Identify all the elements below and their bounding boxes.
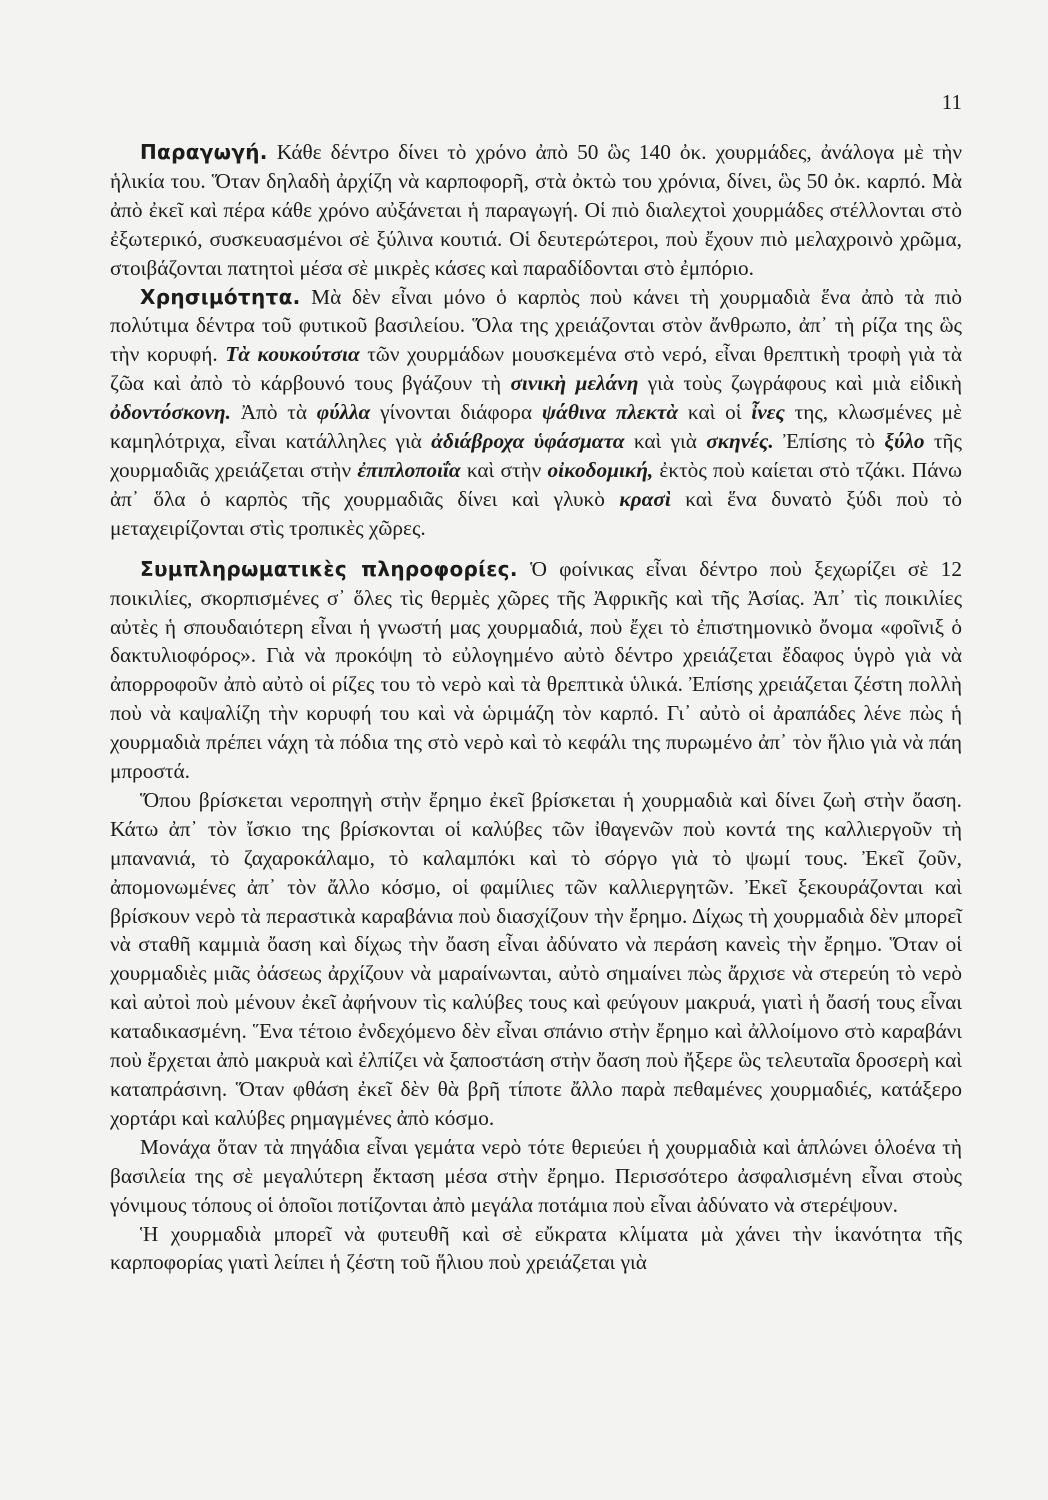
usefulness-text: καὶ οἱ: [678, 400, 752, 425]
term-wood: ξύλο: [884, 429, 925, 454]
usefulness-text: της, κλωσμένες μὲ καμηλότριχα, εἶναι κατάλληλες γιὰ: [110, 400, 962, 454]
usefulness-text: τῶν χουρμάδων μουσκεμένα στὸ νερό, εἶναι θρεπτικὴ τροφὴ γιὰ τὰ ζῶα καὶ ἀπὸ τὸ κάρβουνό τους βγάζουν τὴ: [110, 342, 963, 396]
page-body: [110, 138, 962, 1277]
usefulness-text: καὶ στὴν: [460, 457, 548, 482]
term-leaves: φύλλα: [316, 400, 371, 425]
usefulness-text: καὶ ἕνα δυνατὸ ξύδι ποὺ τὸ μεταχειρίζονται στὶς τροπικὲς χῶρες.: [110, 486, 962, 540]
term-woven-mats: ψάθινα πλεκτὰ: [541, 400, 679, 425]
term-tents: σκηνές.: [706, 429, 774, 454]
term-furniture-making: ἐπιπλοποιΐα: [357, 457, 461, 482]
paragraph-oasis: Ὅπου βρίσκεται νεροπηγὴ στὴν ἔρημο ἐκεῖ βρίσκεται ἡ χουρμαδιὰ καὶ δίνει ζωὴ στὴν ὄαση. Κάτω ἀπ᾿ τὸν ἴσκιο της βρίσκονται οἱ καλύβες τῶν ἰθαγενῶν ποὺ κοντά της καλλιεργοῦν τὴ μπανανιά, τὸ ζαχαροκάλαμο, τὸ καλαμπόκι καὶ τὸ σόργο γιὰ τὸ ψωμί τους. Ἐκεῖ ζοῦν, ἀπομονωμένες ἀπ᾿ τὸν ἄλλο κόσμο, οἱ φαμίλιες τῶν καλλιεργητῶν. Ἐκεῖ ξεκουράζονται καὶ βρίσκουν νερὸ τὰ περαστικὰ καραβάνια ποὺ διασχίζουν τὴν ἔρημο. Δίχως τὴ χουρμαδιὰ δὲν μπορεῖ νὰ σταθῆ καμμιὰ ὄαση καὶ δίχως τὴν ὄαση εἶναι ἀδύνατο νὰ περάση κανεὶς τὴν ἔρημο. Ὅταν οἱ χουρμαδιὲς μιᾶς ὀάσεως ἀρχίζουν νὰ μαραίνωνται, αὐτὸ σημαίνει πὼς ἄρχισε νὰ στερεύη τὸ νερὸ καὶ αὐτοὶ ποὺ μένουν ἐκεῖ ἀφήνουν τὶς καλύβες τους καὶ φεύγουν μακρυά, γιατὶ ἡ ὄασή τους εἶναι καταδικασμένη. Ἕνα τέτοιο ἐνδεχόμενο δὲν εἶναι σπάνιο στὴν ἔρημο καὶ ἀλλοίμονο στὸ καραβάνι ποὺ ἔρχεται ἀπὸ μακρυὰ καὶ ἐλπίζει νὰ ξαποστάση στὴν ὄαση ποὺ ἤξερε ὣς τελευταῖα δροσερὴ καὶ καταπράσινη. Ὅταν φθάση ἐκεῖ δὲν θὰ βρῆ τίποτε ἄλλο παρὰ πεθαμένες χουρμαδιές, κατάξερο χορτάρι καὶ καλύβες ρημαγμένες ἀπὸ κόσμο.: [110, 787, 962, 1130]
term-construction: οἰκοδομική,: [547, 457, 654, 482]
paragraph-wells: Μονάχα ὅταν τὰ πηγάδια εἶναι γεμάτα νερὸ τότε θεριεύει ἡ χουρμαδιὰ καὶ ἁπλώνει ὁλοένα τὴ βασιλεία της σὲ μεγαλύτερη ἔκταση μέσα στὴν ἔρημο. Περισσότερο ἀσφαλισμένη εἶναι στοὺς γόνιμους τόπους οἱ ὁποῖοι ποτίζονται ἀπὸ μεγάλα ποτάμια ποὺ εἶναι ἀδύνατο νὰ στερέψουν.: [110, 1134, 962, 1217]
paragraph-supplementary: [110, 555, 962, 786]
usefulness-text: Μὰ δὲν εἶναι μόνο ὁ καρπὸς ποὺ κάνει τὴ χουρμαδιὰ ἕνα ἀπὸ τὰ πιὸ πολύτιμα δέντρα τοῦ φυτικοῦ βασιλείου. Ὅλα της χρειάζονται στὸν ἄνθρωπο, ἀπ᾿ τὴ ρίζα της ὣς τὴν κορυφή.: [110, 284, 962, 367]
term-tooth-powder: ὀδοντόσκονη.: [110, 400, 231, 425]
usefulness-text: τῆς χουρμαδιᾶς χρειάζεται στὴν: [110, 429, 962, 482]
paragraph-production: [110, 138, 962, 283]
heading-production: Παραγωγή.: [140, 140, 268, 164]
paragraph-usefulness: [110, 283, 962, 543]
term-waterproof-fabrics: ἀδιάβροχα ὑφάσματα: [431, 429, 625, 454]
usefulness-text: καὶ γιὰ: [624, 429, 707, 454]
usefulness-text: γιὰ τοὺς ζωγράφους καὶ μιὰ εἰδικὴ: [638, 371, 963, 396]
usefulness-text: Ἀπὸ τὰ: [230, 400, 317, 425]
heading-supplementary: Συμπληρωματικὲς πληροφορίες.: [140, 556, 518, 581]
paragraph-temperate: Ἡ χουρμαδιὰ μπορεῖ νὰ φυτευθῆ καὶ σὲ εὔκρατα κλίματα μὰ χάνει τὴν ἱκανότητα τῆς καρποφορίας γιατὶ λείπει ἡ ζέστη τοῦ ἥλιου ποὺ χρειάζεται γιὰ: [110, 1221, 962, 1275]
page-number: 11: [941, 90, 962, 114]
term-wine: κρασὶ: [619, 486, 671, 511]
term-kernels: Τὰ κουκούτσια: [225, 342, 360, 367]
term-india-ink: σινικὴ μελάνη: [510, 371, 639, 396]
term-fibers: ἶνες: [751, 400, 785, 425]
usefulness-text: Ἐπίσης τὸ: [773, 429, 885, 454]
usefulness-text: ἐκτὸς ποὺ καίεται στὸ τζάκι. Πάνω ἀπ᾿ ὅλα ὁ καρπὸς τῆς χουρμαδιᾶς δίνει καὶ γλυκὸ: [110, 457, 963, 511]
supplementary-text: Ὁ φοίνικας εἶναι δέντρο ποὺ ξεχωρίζει σὲ 12 ποικιλίες, σκορπισμένες σ᾿ ὅλες τὶς θερμὲς χῶρες τῆς Ἀφρικῆς καὶ τῆς Ἀσίας. Ἀπ᾿ τὶς ποικιλίες αὐτὲς ἡ σπουδαιότερη εἶναι ἡ γνωστή μας χουρμαδιά, ποὺ ἔχει τὸ ἐπιστημονικὸ ὄνομα «φοῖνιξ ὁ δακτυλιοφόρος». Γιὰ νὰ προκόψη τὸ εὐλογημένο αὐτὸ δέντρο χρειάζεται ἔδαφος ὑγρὸ γιὰ νὰ ἀπορροφοῦν ἀπὸ αὐτὸ οἱ ρίζες του τὸ νερὸ καὶ τὰ θρεπτικὰ ὑλικά. Ἐπίσης χρειάζεται ζέστη πολλὴ ποὺ νὰ καψαλίζη τὴν κορυφή του καὶ νὰ ὡριμάζη τὸν καρπό. Γι᾿ αὐτὸ οἱ ἀραπάδες λένε πὼς ἡ χουρμαδιὰ πρέπει νάχη τὰ πόδια της στὸ νερὸ καὶ τὸ κεφάλι της πυρωμένο ἀπ᾿ τὸν ἥλιο γιὰ νὰ πάη μπροστά.: [110, 556, 962, 784]
production-text: Κάθε δέντρο δίνει τὸ χρόνο ἀπὸ 50 ὣς 140 ὀκ. χουρμάδες, ἀνάλογα μὲ τὴν ἡλικία του. Ὅταν δηλαδὴ ἀρχίζη νὰ καρποφορῆ, στὰ ὀκτὼ του χρόνια, δίνει, ὣς 50 ὀκ. καρπό. Μὰ ἀπὸ ἐκεῖ καὶ πέρα κάθε χρόνο αὐξάνεται ἡ παραγωγή. Οἱ πιὸ διαλεχτοὶ χουρμάδες στέλλονται στὸ ἐξωτερικό, συσκευασμένοι σὲ ξύλινα κουτιά. Οἱ δευτερώτεροι, ποὺ ἔχουν πιὸ μελαχροινὸ χρῶμα, στοιβάζονται πατητοὶ μέσα σὲ μικρὲς κάσες καὶ παραδίδονται στὸ ἐμπόριο.: [110, 140, 962, 280]
heading-usefulness: Χρησιμότητα.: [140, 284, 301, 309]
usefulness-text: γίνονται διάφορα: [370, 400, 542, 425]
